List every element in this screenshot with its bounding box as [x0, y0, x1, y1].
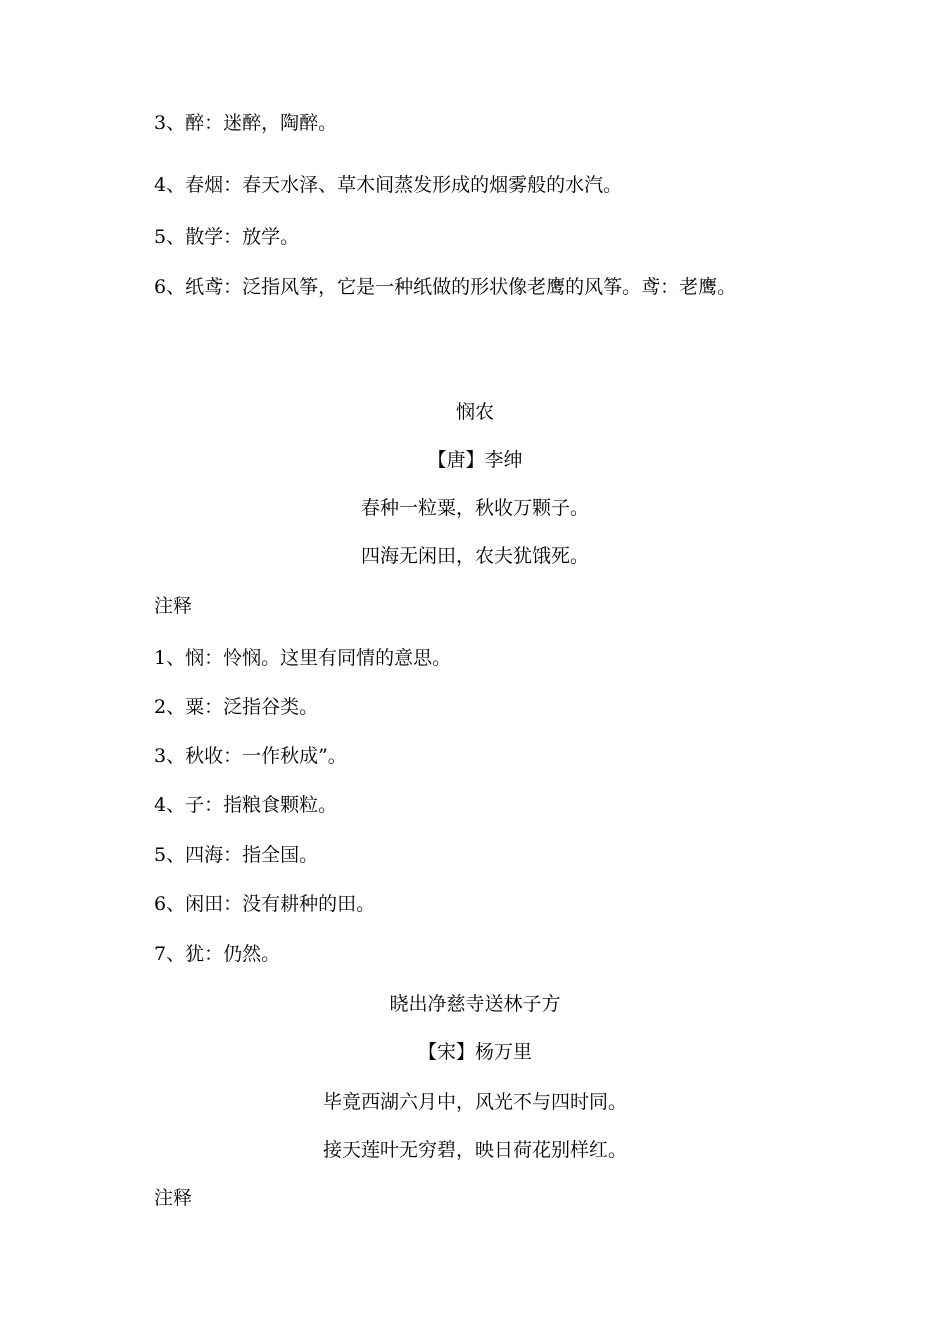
poem-title: 晓出净慈寺送林子方: [389, 993, 561, 1015]
note-line: 5、散学：放学。: [154, 226, 300, 248]
note-line: 3、醉：迷醉，陶醉。: [154, 112, 338, 134]
note-line: 5、四海：指全国。: [154, 844, 319, 866]
poem-line: 接天莲叶无穷碧，映日荷花别样红。: [322, 1139, 627, 1161]
note-line: 3、秋收：一作秋成”。: [154, 745, 347, 767]
note-line: 4、春烟：春天水泽、草木间蒸发形成的烟雾般的水汽。: [154, 174, 623, 196]
poem-line: 春种一粒粟，秋收万颗子。: [360, 497, 589, 519]
poem-author: 【唐】李绅: [427, 449, 523, 471]
note-line: 1、悯：怜悯。这里有同情的意思。: [154, 647, 452, 669]
note-line: 2、粟：泛指谷类。: [154, 696, 319, 718]
notes-heading: 注释: [154, 1187, 193, 1209]
note-line: 7、犹：仍然。: [154, 943, 281, 965]
poem-author: 【宋】杨万里: [417, 1041, 532, 1063]
poem-line: 毕竟西湖六月中，风光不与四时同。: [322, 1091, 627, 1113]
note-line: 4、子：指粮食颗粒。: [154, 794, 338, 816]
note-line: 6、纸鸢：泛指风筝，它是一种纸做的形状像老鹰的风筝。鸢：老鹰。: [154, 276, 737, 298]
note-line: 6、闲田：没有耕种的田。: [154, 893, 376, 915]
poem-line: 四海无闲田，农夫犹饿死。: [360, 545, 589, 567]
poem-title: 悯农: [455, 401, 494, 423]
notes-heading: 注释: [154, 595, 193, 617]
